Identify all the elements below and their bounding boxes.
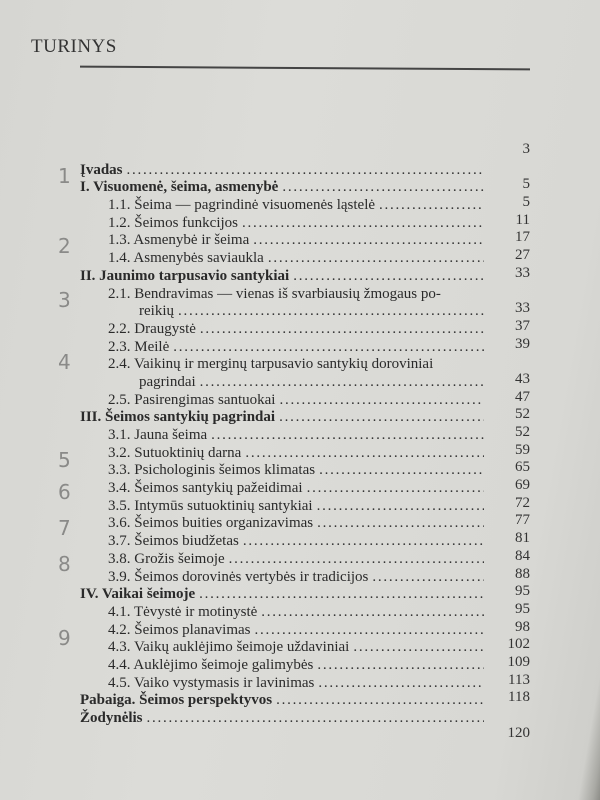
toc-entry <box>80 547 530 569</box>
toc-entry-page: 72 <box>515 494 530 511</box>
toc-entry-title: 1.2. Šeimos funkcijos <box>108 214 238 231</box>
pencil-annotation: 4 <box>58 350 71 374</box>
dot-leader <box>253 232 484 250</box>
toc-entry-title: 3.1. Jauna šeima <box>108 427 208 443</box>
pencil-annotation: 1 <box>58 164 71 188</box>
toc-entry-title: 4.4. Auklėjimo šeimoje galimybės <box>108 656 314 673</box>
dot-leader <box>211 427 484 445</box>
toc-entry-page: 84 <box>515 547 530 564</box>
toc-entry-page: 33 <box>515 300 530 317</box>
dot-leader <box>279 409 484 427</box>
dot-leader <box>242 215 484 233</box>
dot-leader <box>200 321 484 339</box>
dot-leader <box>245 445 484 463</box>
toc-entry-title: 4.2. Šeimos planavimas <box>108 621 251 638</box>
toc-entry <box>80 356 530 374</box>
toc-entry-page: 95 <box>515 600 530 617</box>
toc-entry-page: 65 <box>515 459 530 476</box>
toc-entry-page: 109 <box>507 653 530 670</box>
toc-entry-page: 11 <box>515 211 530 228</box>
toc-entry <box>80 162 530 180</box>
toc-entry-page: 52 <box>515 424 530 440</box>
dot-leader <box>307 480 484 498</box>
dot-leader <box>317 498 484 516</box>
dot-leader <box>199 586 484 604</box>
toc-entry <box>80 247 530 268</box>
pencil-annotation: 8 <box>58 552 71 576</box>
toc-entry-title: reikių <box>139 303 174 320</box>
toc-entry <box>80 565 530 587</box>
dot-leader <box>178 303 484 321</box>
toc-entry <box>80 494 530 516</box>
toc-entry <box>80 286 530 304</box>
toc-entry <box>80 264 530 286</box>
toc-entry-title: pagrindai <box>139 373 196 390</box>
dot-leader <box>279 392 484 410</box>
dot-leader <box>200 374 484 392</box>
toc-entry <box>80 600 530 622</box>
pencil-annotation: 3 <box>58 288 71 312</box>
toc-entry-title: 2.4. Vaikinų ir merginų tarpusavio santykių doroviniai <box>108 356 434 373</box>
heading-divider <box>80 66 530 70</box>
toc-entry-page: 98 <box>515 618 530 635</box>
toc-entry-page: 77 <box>515 512 530 529</box>
toc-entry-page: 3 <box>522 141 530 157</box>
pencil-annotation: 7 <box>58 516 71 540</box>
toc-entry <box>80 211 530 233</box>
toc-entry-title: 3.7. Šeimos biudžetas <box>108 533 239 550</box>
toc-entry <box>80 406 530 427</box>
toc-entry <box>80 636 530 657</box>
toc-entry <box>80 176 530 197</box>
toc-entry <box>80 689 530 710</box>
toc-entry <box>80 441 530 463</box>
toc-entry <box>80 459 530 480</box>
toc-entry-title: II. Jaunimo tarpusavio santykiai <box>80 267 290 284</box>
toc-entry-title: 3.4. Šeimos santykių pažeidimai <box>108 480 303 497</box>
toc-entry-title: 2.1. Bendravimas — vienas iš svarbiausių žmogaus po- <box>108 285 441 302</box>
toc-entry <box>80 724 530 746</box>
toc-entry-page: 88 <box>515 565 530 582</box>
pencil-annotation: 5 <box>58 448 71 472</box>
toc-entry-page: 17 <box>515 229 530 246</box>
toc-entry <box>80 583 530 604</box>
toc-entry-page: 102 <box>507 636 530 653</box>
dot-leader <box>276 692 484 710</box>
toc-entry <box>80 335 530 357</box>
dot-leader <box>173 339 484 357</box>
toc-entry-title: III. Šeimos santykių pagrindai <box>80 409 276 426</box>
dot-leader <box>372 569 484 587</box>
dot-leader <box>318 675 484 693</box>
toc-entry-title: 3.9. Šeimos dorovinės vertybės ir tradicijos <box>108 568 369 585</box>
dot-leader <box>147 710 484 728</box>
toc-entry-page: 5 <box>522 194 530 211</box>
toc-entry-page: 52 <box>515 406 530 423</box>
toc-entry-page: 47 <box>515 388 530 405</box>
dot-leader <box>261 604 484 622</box>
toc-entry-title: 3.5. Intymūs sutuoktinių santykiai <box>108 497 313 514</box>
dot-leader <box>282 179 484 197</box>
dot-leader <box>229 551 484 569</box>
dot-leader <box>268 250 484 268</box>
toc-entry <box>80 194 530 215</box>
dot-leader <box>353 639 484 657</box>
toc-entry-page: 81 <box>515 530 530 547</box>
pencil-annotation: 2 <box>58 234 71 258</box>
toc-entry-page: 5 <box>522 176 530 193</box>
toc-entry-page: 27 <box>515 247 530 264</box>
toc-entry <box>80 477 530 498</box>
toc-entry <box>80 300 530 321</box>
toc-entry <box>80 388 530 410</box>
toc-entry-page: 39 <box>515 335 530 352</box>
toc-entry-title: 2.5. Pasirengimas santuokai <box>108 391 276 408</box>
toc-entry-title: 1.3. Asmenybė ir šeima <box>108 232 250 249</box>
toc-entry-title: 3.2. Sutuoktinių darna <box>108 444 242 461</box>
toc-entry-page: 33 <box>515 264 530 281</box>
toc-entry-title: 2.2. Draugystė <box>108 320 196 337</box>
pencil-annotation: 9 <box>58 626 71 650</box>
pencil-annotation: 6 <box>58 480 71 504</box>
toc-entry-page: 120 <box>507 724 530 741</box>
toc-entry <box>80 653 530 675</box>
toc-entry-title: Įvadas <box>80 161 123 178</box>
toc-entry-title: IV. Vaikai šeimoje <box>80 586 196 603</box>
toc-entry-page: 59 <box>515 441 530 458</box>
toc-heading: TURINYS <box>31 36 117 57</box>
toc-entry <box>80 512 530 533</box>
toc-entry-page: 43 <box>515 370 530 387</box>
toc-entry <box>80 141 530 162</box>
toc-entry <box>80 530 530 551</box>
toc-entry <box>80 618 530 640</box>
dot-leader <box>319 462 484 480</box>
toc-entry-title: Pabaiga. Šeimos perspektyvos <box>80 692 273 709</box>
table-of-contents <box>80 141 530 745</box>
toc-entry-page: 95 <box>515 583 530 600</box>
toc-entry-page: 118 <box>508 689 530 706</box>
toc-entry-title: 4.3. Vaikų auklėjimo šeimoje uždaviniai <box>108 639 350 656</box>
toc-entry-title: 3.3. Psichologinis šeimos klimatas <box>108 462 316 479</box>
dot-leader <box>243 533 484 551</box>
toc-entry-title: 1.1. Šeima — pagrindinė visuomenės ląstelė <box>108 197 376 214</box>
toc-entry-page: 113 <box>508 671 530 688</box>
toc-entry-title: 4.5. Vaiko vystymasis ir lavinimas <box>108 674 315 691</box>
toc-entry <box>80 229 530 250</box>
toc-entry-title: 3.8. Grožis šeimoje <box>108 550 225 567</box>
dot-leader <box>379 197 484 215</box>
dot-leader <box>293 268 484 286</box>
dot-leader <box>317 515 484 533</box>
toc-entry-page: 69 <box>515 477 530 494</box>
toc-entry <box>80 710 530 728</box>
toc-entry <box>80 671 530 693</box>
dot-leader <box>127 162 484 180</box>
toc-entry-title: 3.6. Šeimos buities organizavimas <box>108 515 314 532</box>
dot-leader <box>255 622 485 640</box>
toc-entry-page: 37 <box>515 317 530 334</box>
toc-entry-title: 2.3. Meilė <box>108 338 170 355</box>
toc-entry-title: I. Visuomenė, šeima, asmenybė <box>80 179 279 196</box>
toc-entry-title: 1.4. Asmenybės saviaukla <box>108 250 264 267</box>
toc-entry <box>80 370 530 392</box>
toc-entry <box>80 317 530 339</box>
toc-entry <box>80 424 530 445</box>
toc-entry-title: Žodynėlis <box>80 710 143 726</box>
toc-entry-title: 4.1. Tėvystė ir motinystė <box>108 603 258 620</box>
dot-leader <box>317 657 484 675</box>
